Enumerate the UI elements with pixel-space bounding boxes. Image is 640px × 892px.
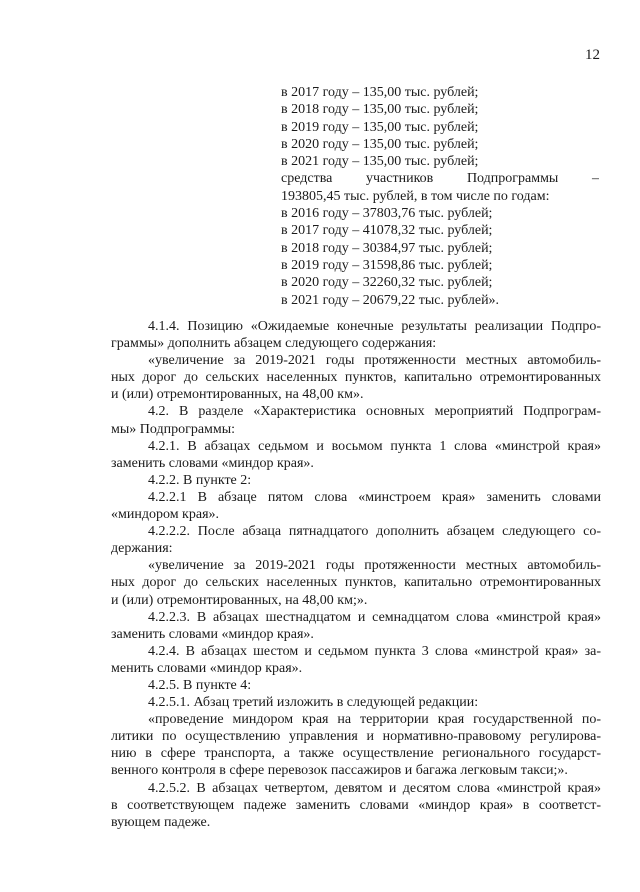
text-line: и (или) отремонтированных, на 48,00 км;». — [111, 592, 368, 608]
text-line: литики по осуществлению управления и нормативно-правовому регулирова- — [111, 729, 601, 745]
text-line: ных дорог до сельских населенных пунктов, капитально отремонтированных — [111, 370, 601, 386]
text-line: 4.2.4. В абзацах шестом и седьмом пункта 3 слова «минстрой края» за- — [148, 643, 601, 659]
text-line: 4.2.2. В пункте 2: — [148, 472, 252, 488]
participants-heading-line — [281, 170, 599, 187]
text-line: менить словами «миндор края». — [111, 660, 303, 676]
word: участников — [366, 171, 434, 187]
budget-block — [281, 84, 599, 309]
text-line: в соответствующем падеже заменить словами «миндор края» в соответст- — [111, 797, 601, 813]
text-line: 4.2.2.3. В абзацах шестнадцатом и семнадцатом слова «минстрой края» — [148, 609, 601, 625]
text-line: ных дорог до сельских населенных пунктов, капитально отремонтированных — [111, 575, 601, 591]
text-line: «увеличение за 2019-2021 годы протяженности местных автомобиль- — [148, 353, 601, 369]
text-line: «проведение миндором края на территории края государственной по- — [148, 712, 601, 728]
participants-line: в 2016 году – 37803,76 тыс. рублей; — [281, 206, 493, 222]
text-line: 4.1.4. Позицию «Ожидаемые конечные результаты реализации Подпро- — [148, 319, 601, 334]
word: средства — [281, 171, 333, 187]
text-line: 4.2.2.1 В абзаце пятом слова «минстроем края» заменить словами — [148, 489, 601, 505]
participants-line: в 2019 году – 31598,86 тыс. рублей; — [281, 257, 493, 273]
participants-line: в 2018 году – 30384,97 тыс. рублей; — [281, 240, 493, 256]
text-line: 4.2.5.1. Абзац третий изложить в следующей редакции: — [148, 695, 479, 711]
participants-line: 193805,45 тыс. рублей, в том числе по годам: — [281, 188, 550, 204]
budget-line: в 2021 году – 135,00 тыс. рублей; — [281, 154, 479, 170]
body-text — [111, 318, 601, 831]
text-line: 4.2.2.2. После абзаца пятнадцатого дополнить абзацем следующего со- — [148, 524, 601, 540]
text-line: заменить словами «миндор края». — [111, 455, 314, 471]
text-line: нию в сфере транспорта, а также осуществление регионального государст- — [111, 746, 601, 762]
budget-line: в 2018 году – 135,00 тыс. рублей; — [281, 102, 479, 118]
text-line: граммы» дополнить абзацем следующего содержания: — [111, 336, 437, 352]
participants-line: в 2020 году – 32260,32 тыс. рублей; — [281, 275, 493, 291]
participants-line: в 2017 году – 41078,32 тыс. рублей; — [281, 223, 493, 239]
text-line: заменить словами «миндор края». — [111, 626, 314, 642]
text-line: 4.2.5. В пункте 4: — [148, 677, 252, 693]
text-line: держания: — [111, 541, 173, 557]
budget-line: в 2017 году – 135,00 тыс. рублей; — [281, 85, 479, 100]
text-line: 4.2. В разделе «Характеристика основных мероприятий Подпрограм- — [148, 404, 601, 420]
page-number: 12 — [585, 47, 600, 63]
text-line: мы» Подпрограммы: — [111, 421, 236, 437]
word: Подпрограммы — [466, 171, 559, 187]
text-line: «увеличение за 2019-2021 годы протяженности местных автомобиль- — [148, 558, 601, 574]
text-line: 4.2.5.2. В абзацах четвертом, девятом и десятом слова «минстрой края» — [148, 780, 601, 796]
word: – — [592, 171, 599, 187]
budget-line: в 2019 году – 135,00 тыс. рублей; — [281, 119, 479, 135]
text-line: и (или) отремонтированных, на 48,00 км». — [111, 387, 364, 403]
participants-line: в 2021 году – 20679,22 тыс. рублей». — [281, 292, 500, 308]
text-line: 4.2.1. В абзацах седьмом и восьмом пункта 1 слова «минстрой края» — [148, 438, 601, 454]
text-line: «миндором края». — [111, 507, 220, 523]
text-line: венного контроля в сфере перевозок пассажиров и багажа легковым такси;». — [111, 763, 568, 779]
text-line: вующем падеже. — [111, 814, 211, 830]
budget-line: в 2020 году – 135,00 тыс. рублей; — [281, 136, 479, 152]
